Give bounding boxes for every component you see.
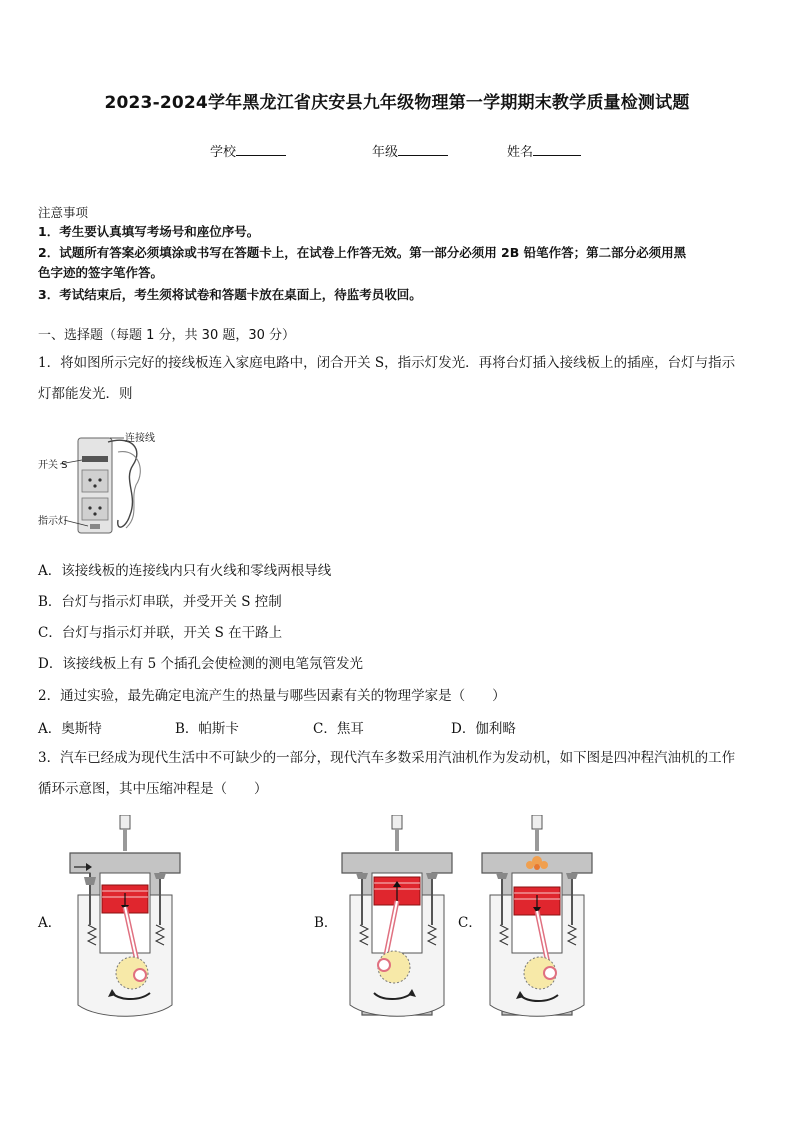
note-3: 3．考试结束后，考生须将试卷和答题卡放在桌面上，待监考员收回。 [38, 287, 422, 302]
power-strip-figure [38, 420, 168, 540]
q1-stem-1: 1．将如图所示完好的接线板连入家庭电路中，闭合开关 S，指示灯发光．再将台灯插入接线板上的插座，台灯与指示 [38, 355, 736, 371]
school-field [210, 141, 286, 160]
q1-option-b[interactable]: B．台灯与指示灯串联，并受开关 S 控制 [38, 594, 282, 610]
q1-option-d[interactable]: D．该接线板上有 5 个插孔会使检测的测电笔氖管发光 [38, 656, 363, 672]
engine-a-figure[interactable] [68, 815, 186, 1020]
grade-field [372, 141, 448, 160]
q3-stem-2: 循环示意图，其中压缩冲程是（ ） [38, 781, 268, 797]
name-field [507, 141, 581, 160]
q1-option-c[interactable]: C．台灯与指示灯并联，开关 S 在干路上 [38, 625, 283, 641]
q1-stem-2: 灯都能发光．则 [38, 386, 133, 402]
q2-option-a[interactable]: A．奥斯特 [38, 721, 102, 737]
q1-option-a[interactable]: A．该接线板的连接线内只有火线和零线两根导线 [38, 563, 332, 579]
q2-stem: 2．通过实验，最先确定电流产生的热量与哪些因素有关的物理学家是（ ） [38, 688, 506, 704]
switch-label: 开关 S [38, 460, 68, 471]
cable-label: 连接线 [125, 433, 155, 444]
q2-option-c[interactable]: C．焦耳 [313, 721, 364, 737]
note-2-cont: 色字迹的签字笔作答。 [38, 265, 164, 280]
q3-option-b-label[interactable]: B． [314, 915, 338, 931]
q3-option-a-label[interactable]: A． [38, 915, 62, 931]
section-heading: 一、选择题（每题 1 分，共 30 题，30 分） [38, 328, 296, 343]
engine-b-figure[interactable] [340, 815, 458, 1020]
q2-option-b[interactable]: B．帕斯卡 [175, 721, 239, 737]
q3-stem-1: 3．汽车已经成为现代生活中不可缺少的一部分，现代汽车多数采用汽油机作为发动机，如下图是四冲程汽油机的工作 [38, 750, 736, 766]
name-label: 姓名 [507, 145, 534, 160]
page-title: 2023-2024学年黑龙江省庆安县九年级物理第一学期期末教学质量检测试题 [104, 93, 690, 113]
note-1: 1．考生要认真填写考场号和座位序号。 [38, 224, 260, 239]
notes-heading: 注意事项 [38, 205, 89, 220]
note-2: 2．试题所有答案必须填涂或书写在答题卡上，在试卷上作答无效。第一部分必须用 2B 铅笔作答；第二部分必须用黑 [38, 245, 687, 260]
q2-option-d[interactable]: D．伽利略 [451, 721, 516, 737]
power-strip-body [78, 438, 112, 533]
school-label: 学校 [210, 145, 237, 160]
name-blank[interactable] [533, 143, 581, 156]
indicator-label: 指示灯 [38, 516, 68, 527]
q3-option-c-label[interactable]: C． [458, 915, 482, 931]
grade-label: 年级 [372, 145, 399, 160]
grade-blank[interactable] [398, 143, 448, 156]
engine-c-figure[interactable] [480, 815, 598, 1020]
school-blank[interactable] [236, 143, 286, 156]
